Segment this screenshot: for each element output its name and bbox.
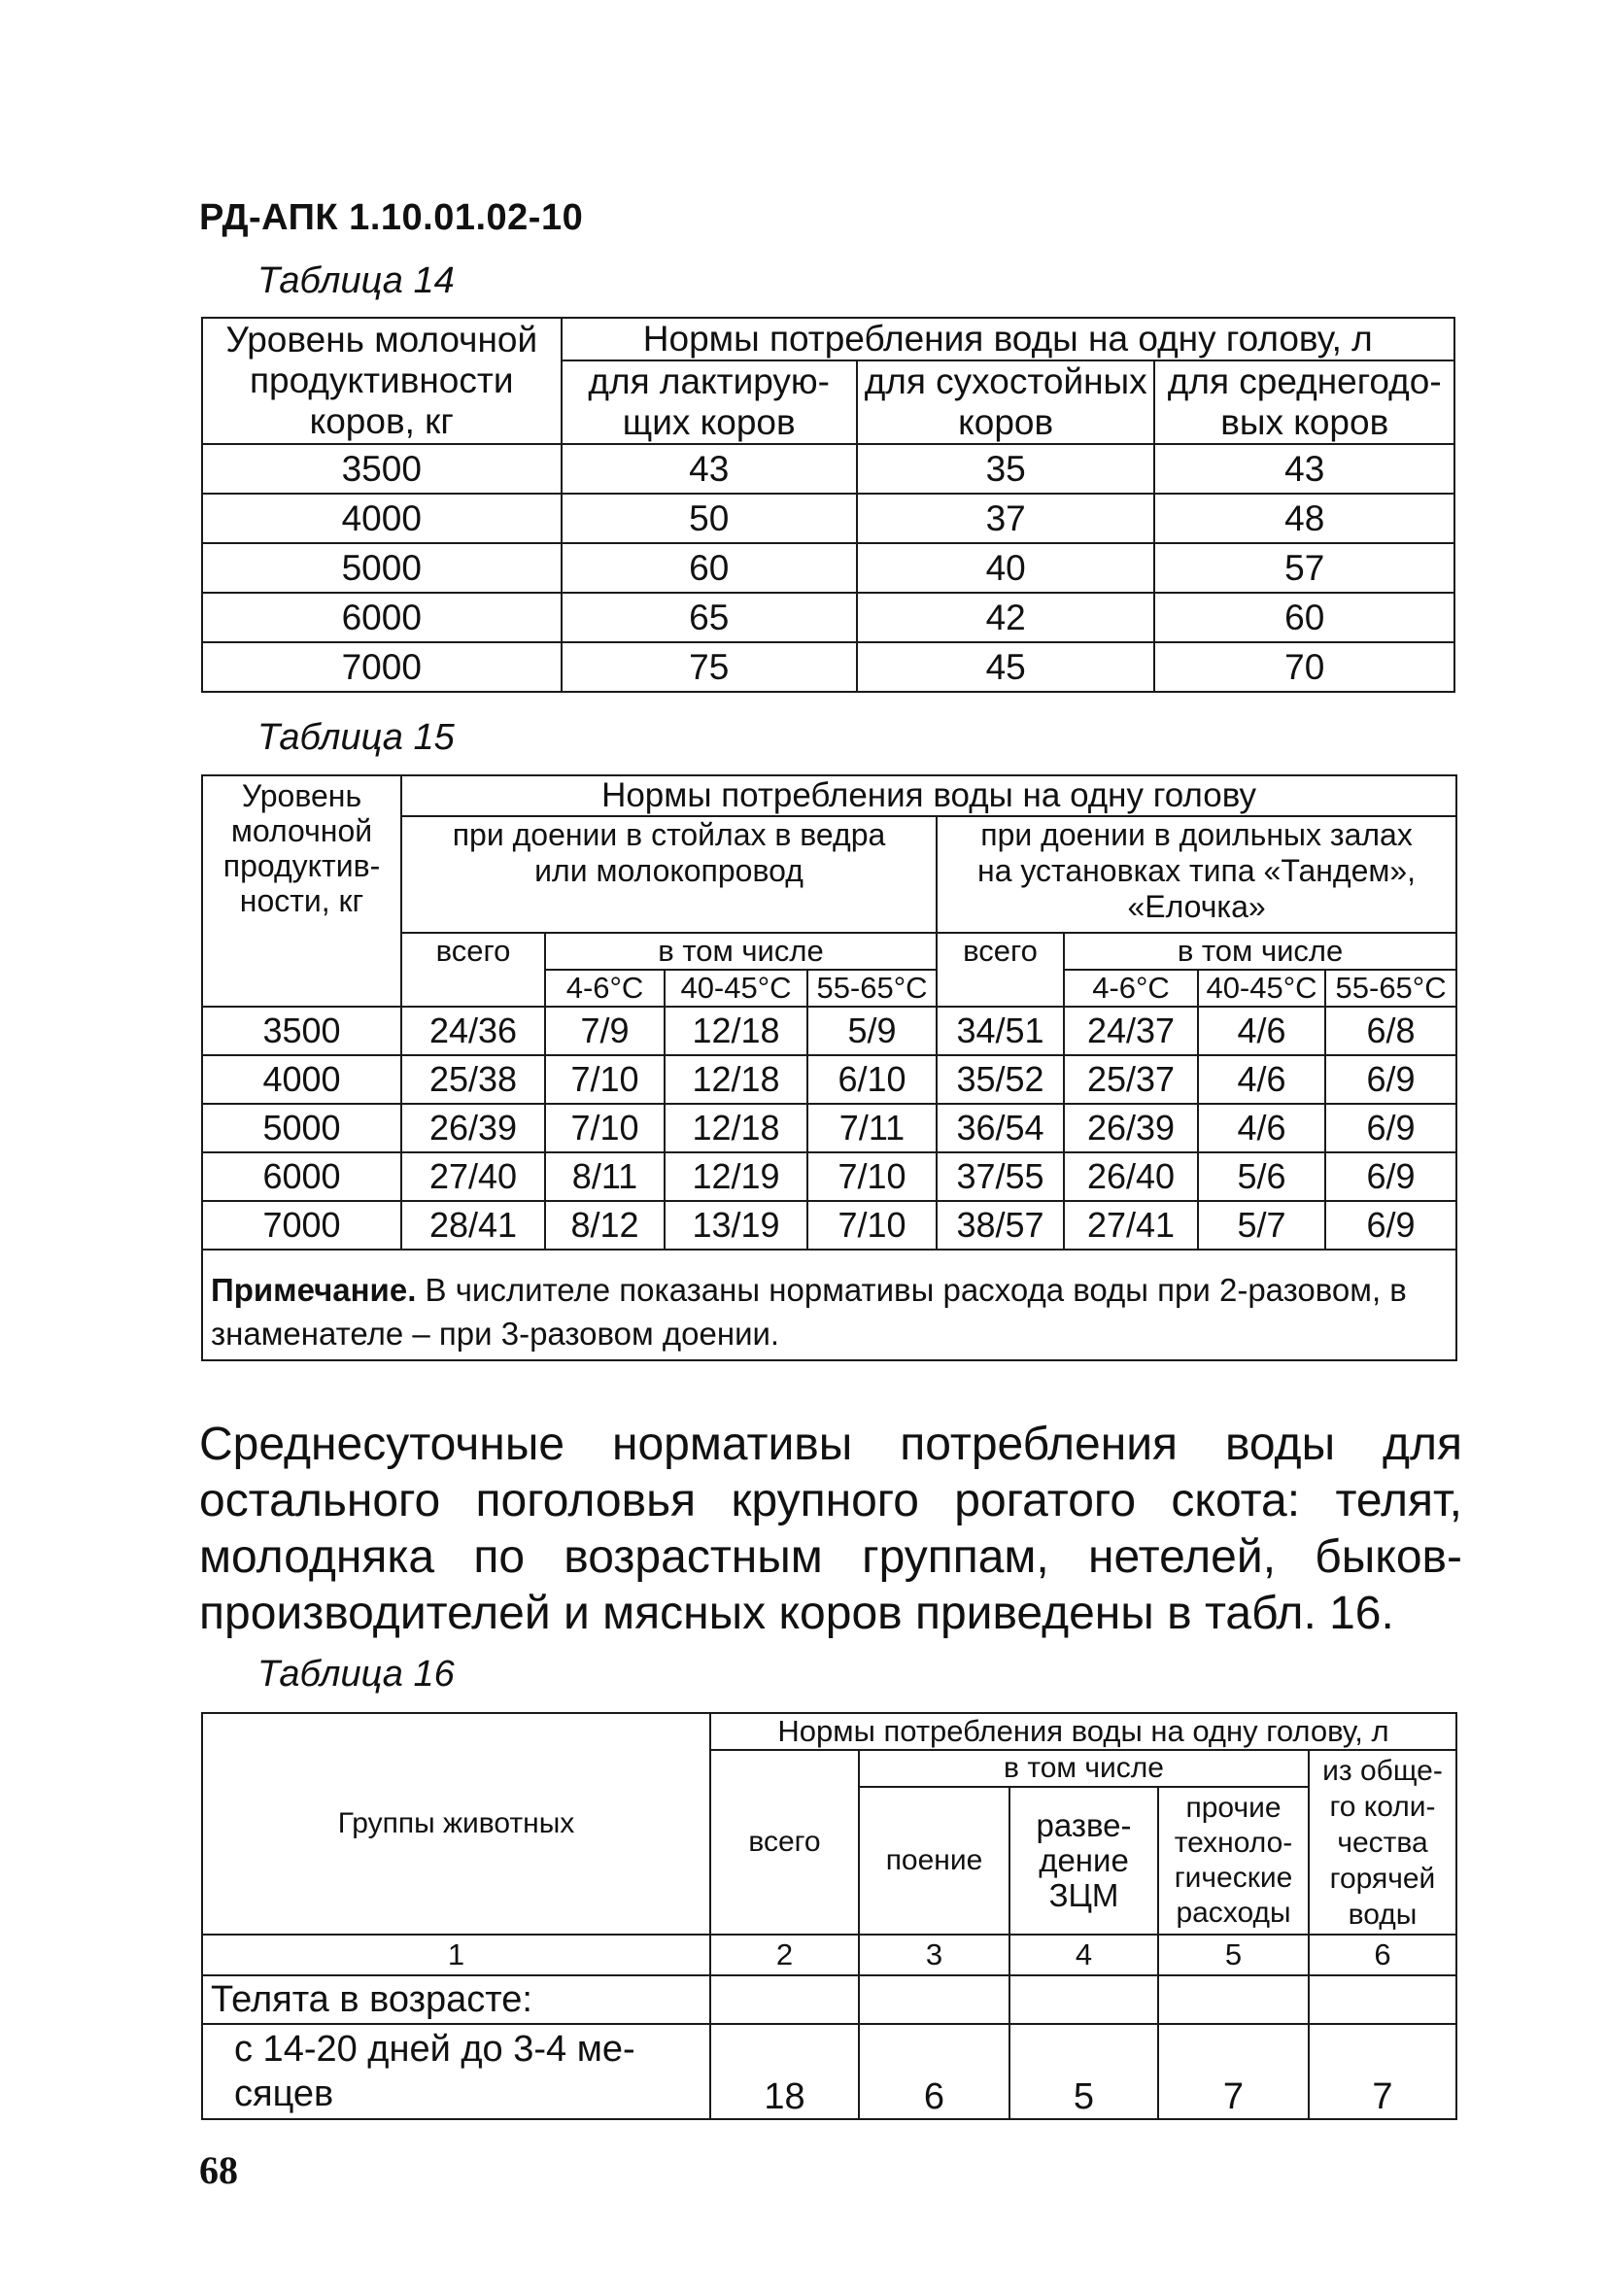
table-row: 6000 27/40 8/11 12/19 7/10 37/55 26/40 5/6 6/9 xyxy=(202,1152,1456,1201)
table15-caption: Таблица 15 xyxy=(257,717,455,758)
t14-header-main: Нормы потребления воды на одну голову, л xyxy=(562,318,1454,360)
table-row: 4000 50 37 48 xyxy=(202,494,1454,543)
table-row: 3500 24/36 7/9 12/18 5/9 34/51 24/37 4/6 6/8 xyxy=(202,1007,1456,1055)
t15-header-incl-hall: в том числе xyxy=(1064,933,1456,970)
t14-header-level: Уровень молочной продуктивности коров, кг xyxy=(202,318,562,444)
t16-header-drinking: поение xyxy=(859,1787,1009,1935)
t15-header-temp: 40-45°C xyxy=(1198,970,1325,1007)
table-row xyxy=(202,1975,1456,2024)
table-row: 3500 43 35 43 xyxy=(202,444,1454,494)
t15-header-temp: 40-45°C xyxy=(665,970,807,1007)
row-label: Телята в возрасте: xyxy=(202,1975,710,2024)
table-row: 4000 25/38 7/10 12/18 6/10 35/52 25/37 4/6 6/9 xyxy=(202,1055,1456,1104)
t15-header-level: Уровень молочной продуктив- ности, кг xyxy=(202,775,401,1007)
page-number: 68 xyxy=(199,2148,238,2192)
t16-header-group: Группы животных xyxy=(202,1713,710,1935)
t16-header-zcm: разве- дение ЗЦМ xyxy=(1009,1787,1158,1935)
t14-header-lactating: для лактирую- щих коров xyxy=(562,360,857,444)
table-row: 5000 26/39 7/10 12/18 7/11 36/54 26/39 4/6 6/9 xyxy=(202,1104,1456,1152)
body-paragraph: Среднесуточные нормативы потребления воды для остального поголовья крупного рогатого скота: телят, молодняка по возрастным группам, нетелей, быков-производителей и мясных коров приведены в табл. 16. xyxy=(199,1419,1462,1639)
document-code: РД-АПК 1.10.01.02-10 xyxy=(199,197,584,238)
t15-note xyxy=(202,1250,1456,1360)
table-row: 1 2 3 4 5 6 xyxy=(202,1935,1456,1975)
t15-header-temp: 4-6°C xyxy=(545,970,665,1007)
table16-caption: Таблица 16 xyxy=(257,1654,455,1695)
t15-header-total-stall: всего xyxy=(401,933,545,1007)
table-15 xyxy=(201,774,1457,1361)
t15-header-total-hall: всего xyxy=(937,933,1064,1007)
table-row: 5000 60 40 57 xyxy=(202,543,1454,593)
t15-header-stall: при доении в стойлах в ведра или молокопровод xyxy=(401,816,937,933)
t14-header-dry: для сухостойных коров xyxy=(857,360,1155,444)
t15-header-temp: 4-6°C xyxy=(1064,970,1198,1007)
t15-header-hall: при доении в доильных залах на установках типа «Тандем», «Елочка» xyxy=(937,816,1456,933)
table-14 xyxy=(201,317,1455,693)
table-16 xyxy=(201,1712,1457,2120)
note-label: Примечание. xyxy=(211,1272,417,1308)
table-row: 6000 65 42 60 xyxy=(202,593,1454,642)
t16-header-incl: в том числе xyxy=(859,1750,1309,1787)
t15-header-temp: 55-65°C xyxy=(807,970,937,1007)
t16-header-main: Нормы потребления воды на одну голову, л xyxy=(710,1713,1456,1750)
table-row: с 14-20 дней до 3-4 ме- сяцев 18 6 5 7 7 xyxy=(202,2024,1456,2119)
t15-header-incl-stall: в том числе xyxy=(545,933,937,970)
table-row: 7000 28/41 8/12 13/19 7/10 38/57 27/41 5/7 6/9 xyxy=(202,1201,1456,1250)
t16-header-hot: из обще- го коли- чества горячей воды xyxy=(1309,1750,1456,1935)
note-text: В числителе показаны нормативы расхода воды при 2-разовом, в знаменателе – при 3-разовом доении. xyxy=(211,1272,1407,1352)
table14-caption: Таблица 14 xyxy=(257,260,455,301)
row-label: с 14-20 дней до 3-4 ме- сяцев xyxy=(202,2024,710,2119)
t15-header-main: Нормы потребления воды на одну голову xyxy=(401,775,1456,816)
t15-header-temp: 55-65°C xyxy=(1325,970,1456,1007)
t16-header-other: прочие техноло- гические расходы xyxy=(1158,1787,1309,1935)
t16-header-total: всего xyxy=(710,1750,859,1935)
table-row: 7000 75 45 70 xyxy=(202,642,1454,692)
t14-header-average: для среднегодо- вых коров xyxy=(1154,360,1454,444)
